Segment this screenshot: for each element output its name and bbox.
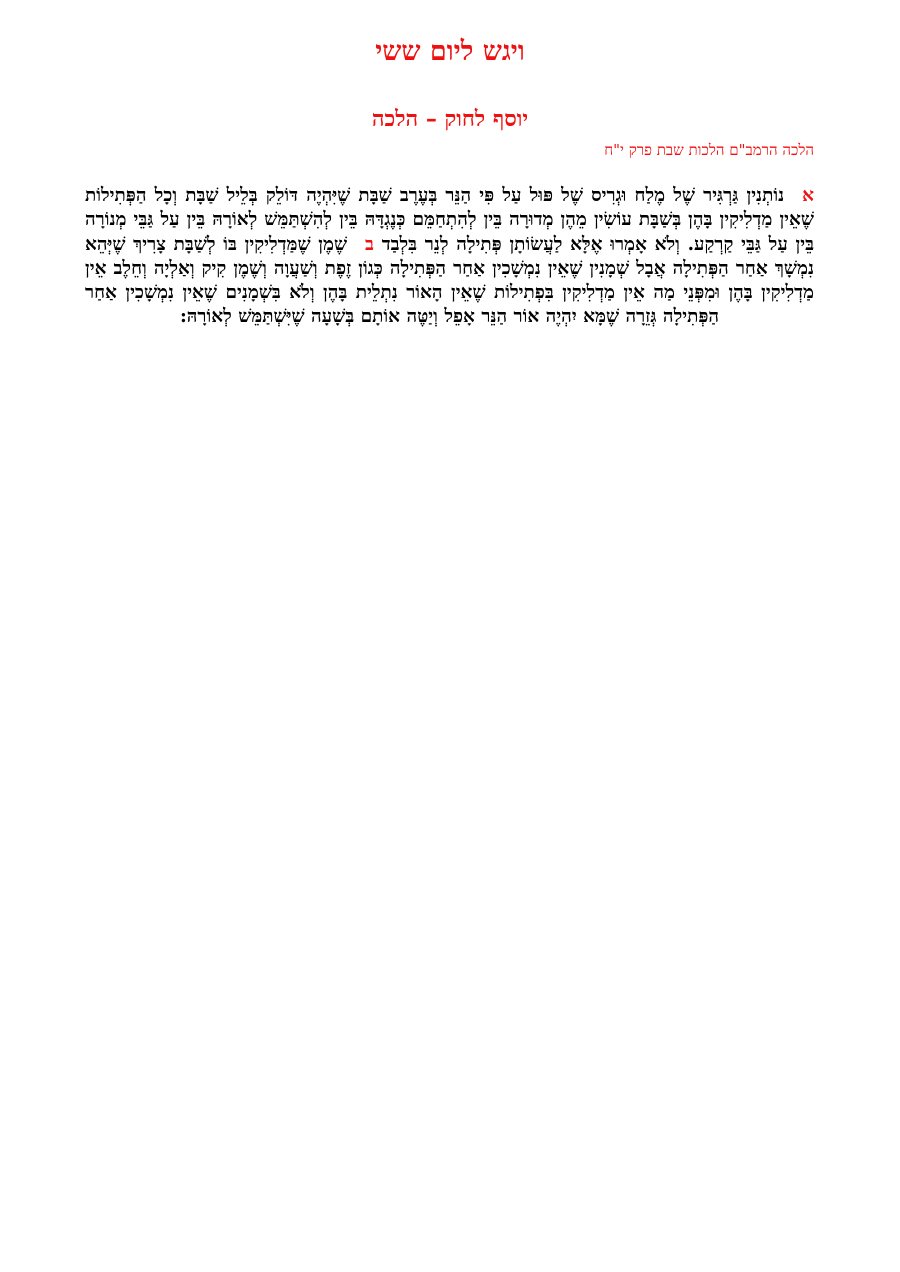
halacha-marker-1: א	[802, 185, 814, 206]
page-title: ויגש ליום ששי	[375, 36, 525, 67]
source-reference: הלכה הרמב"ם הלכות שבת פרק י"ח	[604, 141, 814, 159]
halacha-text-block	[85, 184, 814, 330]
section-subtitle: יוסף לחוק – הלכה	[371, 106, 529, 132]
halacha-marker-2: ב	[365, 233, 374, 255]
halacha-text-2: שֶׁמֶן שֶׁמַּדְלִיקִין בּוֹ לְשַׁבָּת צָרִיךְ שֶׁיְּהֵא נִמְשָׁךְ אַחַר הַפְּתִילָה אֲבָל שְׁמָנִין שֶׁאֵין נִמְשָׁכִין אַחַר הַפְּתִילָה כְּגוֹן זֶפֶת וְשַׁעֲוָה וְשֶׁמֶן קִיק וְאַלְיָה וְחֵלֶב אֵין מַדְלִיקִין בָּהֶן וּמִפְּנֵי מַה אֵין מַדְלִיקִין בִּפְתִילוֹת שֶׁאֵין הָאוֹר נִתְלֵית בָּהֶן וְלֹא בִּשְׁמָנִים שֶׁאֵין נִמְשָׁכִין אַחַר הַפְּתִילָה גְּזֵרָה שֶׁמָּא יִהְיֶה אוֹר הַנֵּר אָפֵל וְיַטֶּה אוֹתָם בְּשָׁעָה שֶׁיִּשְׁתַּמֵּשׁ לְאוֹרָהּ:	[85, 233, 814, 328]
halacha-text-1: נוֹתְנִין גַּרְגִּיר שֶׁל מֶלַח וּגְרִיס שֶׁל פּוּל עַל פִּי הַנֵּר בְּעֶרֶב שַׁבָּת שֶׁיִּהְיֶה דּוֹלֵק בְּלֵיל שַׁבָּת וְכָל הַפְּתִילוֹת שֶׁאֵין מַדְלִיקִין בָּהֶן בְּשַׁבָּת עוֹשִׂין מֵהֶן מְדוּרָה בֵּין לְהִתְחַמֵּם כְּנֶגְדָּהּ בֵּין לְהִשְׁתַּמֵּשׁ לְאוֹרָהּ בֵּין עַל גַּבֵּי מְנוֹרָה בֵּין עַל גַּבֵּי קַרְקַע. וְלֹא אָמְרוּ אֶלָּא לַעֲשׂוֹתָן פְּתִילָה לְנֵר בִּלְבַד	[85, 185, 814, 255]
